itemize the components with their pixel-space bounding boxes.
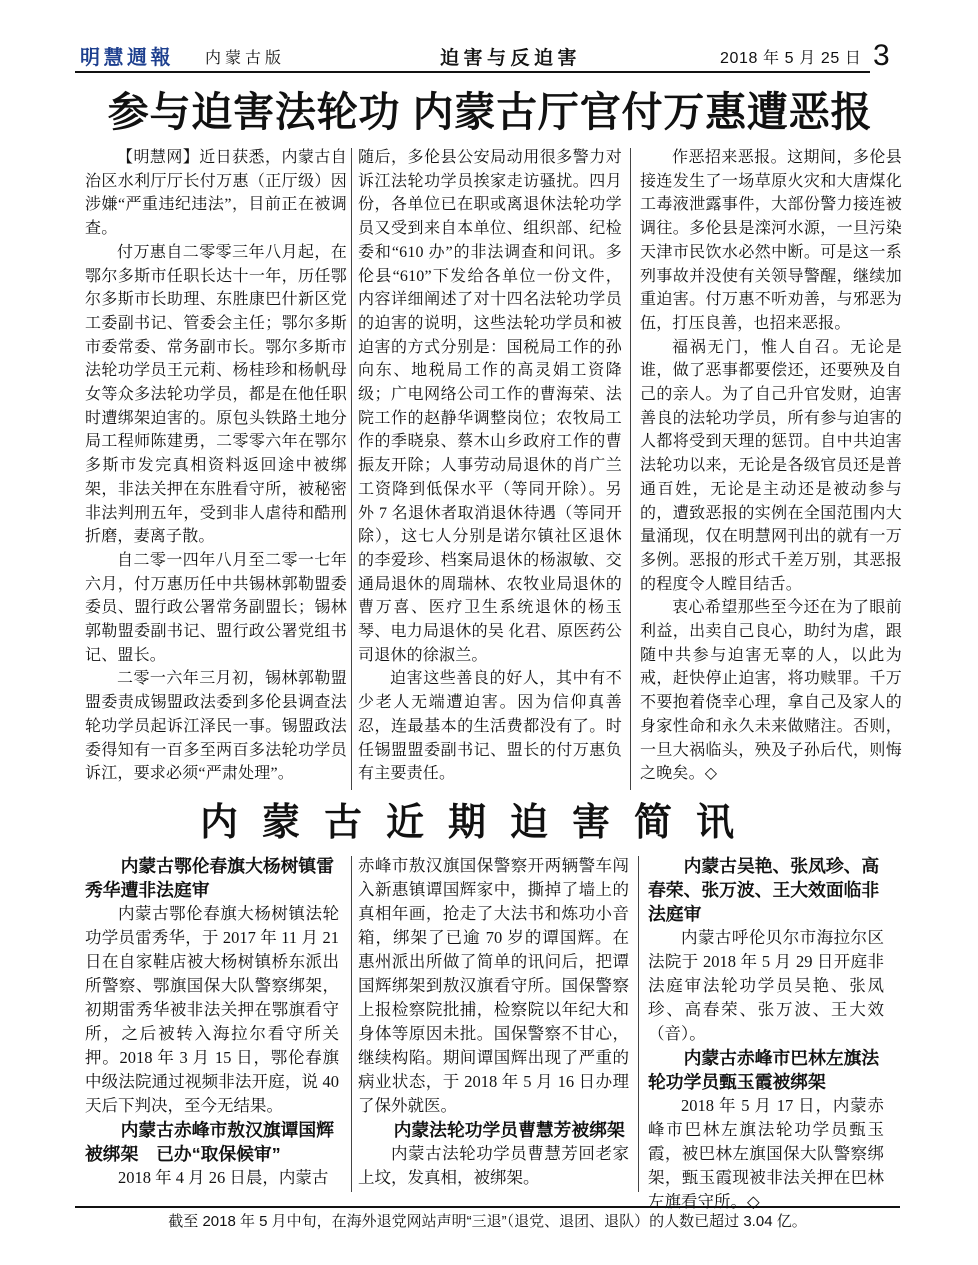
brief-body: 内蒙古法轮功学员曹慧芳回老家上坟，发真相，被绑架。 — [358, 1144, 629, 1187]
section-title: 迫害与反迫害 — [440, 48, 582, 69]
footer-divider — [75, 1206, 900, 1208]
article-paragraph: 自二零一四年八月至二零一七年六月，付万惠历任中共锡林郭勒盟委委员、盟行政公署常务副盟长；锡林郭勒盟委副书记、盟行政公署党组书记、盟长。 — [85, 551, 347, 664]
article-paragraph: 二零一六年三月初，锡林郭勒盟盟委责成锡盟政法委到多伦县调查法轮功学员起诉江泽民一事。锡盟政法委得知有一百多至两百多法轮功学员诉江，要求必须“严肃处理”。 — [85, 670, 347, 783]
brief-title: 内蒙法轮功学员曹慧芳被绑架 — [393, 1120, 625, 1140]
column-divider — [630, 148, 631, 790]
article-paragraph: 迫害这些善良的好人，其中有不少老人无端遭迫害。因为信仰真善忍，连最基本的生活费都没有了。时任锡盟盟委副书记、盟长的付万惠负有主要责任。 — [358, 670, 622, 783]
footer-note: 截至 2018 年 5 月中旬，在海外退党网站声明“三退”（退党、退团、退队）的人数已超过 3.04 亿。 — [168, 1213, 807, 1230]
brief-body-continued: 赤峰市敖汉旗国保警察开两辆警车闯入新惠镇谭国辉家中，撕掉了墙上的真相年画，抢走了大法书和炼功小音箱，绑架了已逾 70 岁的谭国辉。在惠州派出所做了简单的讯问后，把谭国辉绑架到敖汉旗看守所。国保警察上报检察院批捕，检察院以年纪大和身体等原因未批。国保警察不甘心，继续构陷。期间谭国辉出现了严重的病业状态，于 2018 年 5 月 16 日办理了保外就医。 — [358, 856, 629, 1115]
main-headline: 参与迫害法轮功 内蒙古厅官付万惠遭恶报 — [107, 89, 873, 135]
brief-title: 内蒙古赤峰市敖汉旗谭国辉被绑架 已办“取保候审” — [85, 1120, 334, 1164]
brief-title: 内蒙古赤峰市巴林左旗法轮功学员甄玉霞被绑架 — [648, 1048, 880, 1092]
brief-body: 2018 年 4 月 26 日晨，内蒙古 — [118, 1168, 329, 1187]
brief-body: 2018 年 5 月 17 日，内蒙赤峰市巴林左旗法轮功学员甄玉霞，被巴林左旗国保大队警察绑架，甄玉霞现被非法关押在巴林左旗看守所。◇ — [648, 1096, 884, 1211]
briefs-headline: 内蒙古近期迫害简讯 — [200, 802, 759, 844]
article-paragraph: 福祸无门，惟人自召。无论是谁，做了恶事都要偿还，还要殃及自己的亲人。为了自己升官发财，迫害善良的法轮功学员，所有参与迫害的人都将受到天理的惩罚。自中共迫害法轮功以来，无论是各级官员还是普通百姓，无论是主动还是被动参与的，遭致恶报的实例在全国范围内大量涌现，仅在明慧网刊出的就有一万多例。恶报的形式千差万别，其恶报的程度令人瞠目结舌。 — [640, 338, 902, 593]
issue-date: 2018 年 5 月 25 日 — [720, 50, 862, 67]
brief-title: 内蒙古鄂伦春旗大杨树镇雷秀华遭非法庭审 — [85, 856, 334, 900]
article-column-3 — [640, 146, 902, 786]
column-divider — [638, 856, 639, 1192]
article-column-1 — [85, 146, 347, 786]
article-paragraph: 衷心希望那些至今还在为了眼前利益，出卖自己良心，助纣为虐，跟随中共参与迫害无辜的人，以此为戒，赶快停止迫害，将功赎罪。千万不要抱着侥幸心理，拿自己及家人的身家性命和永久未来做赌注。否则，一旦大祸临头，殃及子孙后代，则悔之晚矣。◇ — [640, 599, 902, 783]
brief-body: 内蒙古鄂伦春旗大杨树镇法轮功学员雷秀华，于 2017 年 11 月 21 日在自家鞋店被大杨树镇桥东派出所警察、鄂旗国保大队警察绑架，初期雷秀华被非法关押在鄂旗看守所，之后被转入海拉尔看守所关押。2018 年 3 月 15 日，鄂伦春旗中级法院通过视频非法开庭，说 40 天后下判决，至今无结果。 — [85, 904, 339, 1115]
column-divider — [351, 148, 352, 790]
article-paragraph-continued: 随后，多伦县公安局动用很多警力对诉江法轮功学员挨家走访骚扰。四月份，各单位已在职或离退休法轮功学员又受到来自本单位、组织部、纪检委和“610 办”的非法调查和问讯。多伦县“610”下发给各单位一份文件，内容详细阐述了对十四名法轮功学员的迫害的说明，这些法轮功学员和被迫害的方式分别是：国税局工作的孙向东、地税局工作的高灵娟工资降级；广电网络公司工作的曹海荣、法院工作的赵静华调整岗位；农牧局工作的季晓泉、蔡木山乡政府工作的曹振友开除；人事劳动局退休的肖广兰工资降到低保水平（等同开除）。另外 7 名退休者取消退休待遇（等同开除），这七人分别是诺尔镇社区退休的李爱珍、档案局退休的杨淑敏、交通局退休的周瑞林、农牧业局退休的曹万喜、医疗卫生系统退休的杨玉琴、电力局退休的吴 化君、原医药公司退休的徐淑兰。 — [358, 149, 622, 664]
briefs-column-1 — [85, 854, 339, 1190]
briefs-column-2 — [358, 854, 629, 1190]
briefs-column-3 — [648, 854, 884, 1214]
masthead-logo: 明慧週報 — [80, 47, 174, 69]
column-divider — [351, 856, 352, 1192]
article-paragraph: 作恶招来恶报。这期间，多伦县接连发生了一场草原火灾和大唐煤化工毒液泄露事件，大部份警力接连被调往。多伦县是滦河水源，一旦污染天津市民饮水必然中断。可是这一系列事故并没使有关领导警醒，继续加重迫害。付万惠不听劝善，与邪恶为伍，打压良善，也招来恶报。 — [640, 149, 902, 332]
article-paragraph: 【明慧网】近日获悉，内蒙古自治区水利厅厅长付万惠（正厅级）因涉嫌“严重违纪违法”，目前正在被调查。 — [85, 149, 347, 238]
header-divider — [75, 71, 870, 73]
article-column-2 — [358, 146, 622, 786]
page-number: 3 — [873, 39, 890, 72]
article-paragraph: 付万惠自二零零三年八月起，在鄂尔多斯市任职长达十一年，历任鄂尔多斯市长助理、东胜康巴什新区党工委副书记、管委会主任；鄂尔多斯市委常委、常务副市长。鄂尔多斯市法轮功学员王元莉、杨桂珍和杨帆母女等众多法轮功学员，都是在他任职时遭绑架迫害的。原包头铁路土地分局工程师陈建勇，二零零六年在鄂尔多斯市发完真相资料返回途中被绑架，非法关押在东胜看守所，被秘密非法判刑五年，受到非人虐待和酷刑折磨，妻离子散。 — [85, 243, 347, 546]
brief-title: 内蒙古吴艳、张凤珍、高春荣、张万波、王大效面临非法庭审 — [648, 856, 880, 924]
edition-label: 内蒙古版 — [205, 50, 286, 67]
brief-body: 内蒙古呼伦贝尔市海拉尔区法院于 2018 年 5 月 29 日开庭非法庭审法轮功学员吴艳、张凤珍、高春荣、张万波、王大效（音）。 — [648, 928, 884, 1043]
